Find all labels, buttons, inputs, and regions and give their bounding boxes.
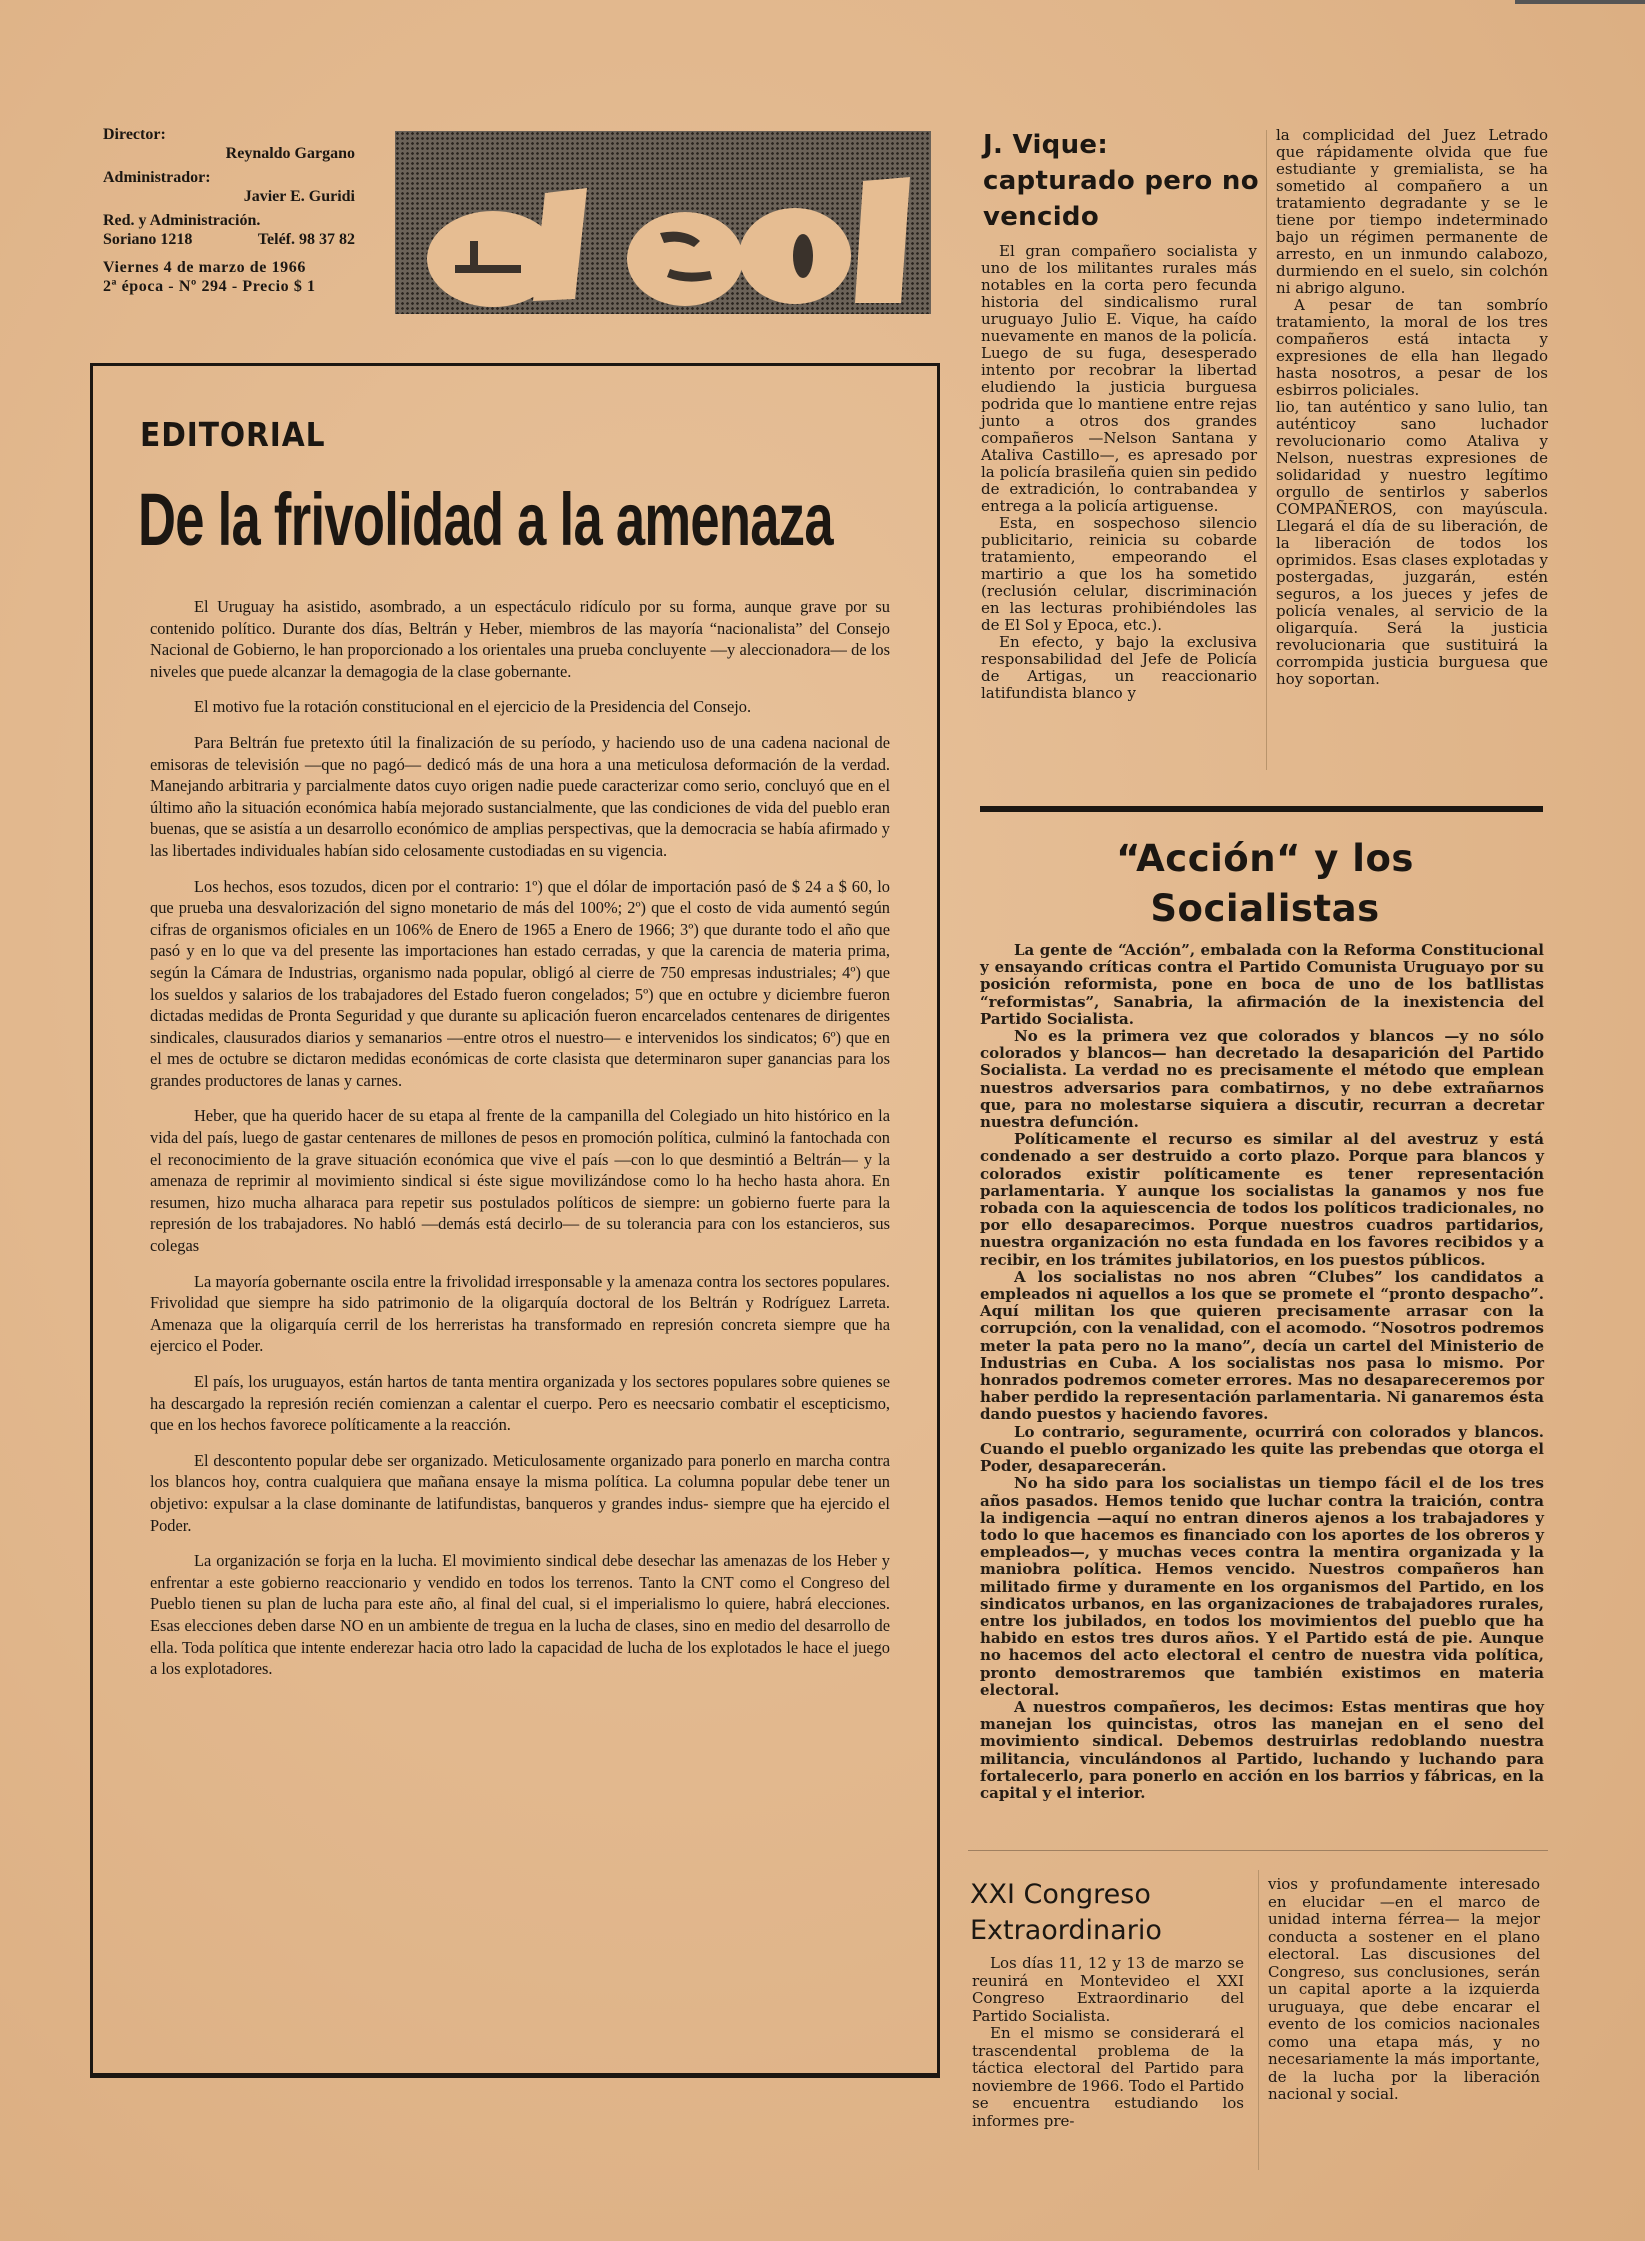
editorial-headline: De la frivolidad a la amenaza <box>138 478 833 561</box>
accion-paragraph: La gente de “Acción”, embalada con la Reforma Constitucional y ensayando críticas contra el Partido Comunista Uruguayo por su posición reformista, pone en boca de uno de los batllistas “reformistas”, Sanabria, la afirmación de la inexistencia del Partido Socialista. <box>980 941 1544 1028</box>
accion-paragraph: No es la primera vez que colorados y blancos —y no sólo colorados y blancos— han decretado la desaparición del Partido Socialista. La verdad no es precisamente el método que emplean nuestros adversarios para combatirnos, y no debe extrañarnos que, para no molestarse siquiera a discutir, recurran a decretar nuestra defunción. <box>980 1027 1544 1132</box>
accion-paragraph: A nuestros compañeros, les decimos: Estas mentiras que hoy manejan los quincistas, otros las manejan en el seno del movimiento sindical. Debemos destruirlas redoblando nuestra militancia, vinculándonos al Partido, luchando y luchando para fortalecerlo, para ponerlo en acción en los barrios y fábricas, en la capital y el interior. <box>980 1697 1544 1802</box>
editorial-paragraph: La organización se forja en la lucha. El movimiento sindical debe desechar las amenazas de los Heber y enfrentar a este gobierno reaccionario y vendido en todos los terrenos. Tanto la CNT como el Congreso del Pueblo tienen su plan de lucha para este año, al final del cual, si el imperialismo lo quiere, habrá elecciones. Esas elecciones deben darse NO en un ambiente de tregua en la lucha de clases, sino en medio del desarrollo de ella. Toda política que intente enderezar hacia otro lado la capacidad de lucha de los explotados le hace el juego a los explotadores. <box>150 1551 890 1679</box>
column-divider <box>1258 1870 1259 2170</box>
director-label: Director: <box>103 126 166 143</box>
editorial-paragraph: Para Beltrán fue pretexto útil la finalización de su período, y haciendo uso de una cadena nacional de emisoras de televisión —que no pagó— dedicó más de una hora a una meticulosa deformación de la verdad. Manejando arbitraria y parcialmente datos cuyo origen nadie puede caracterizar como serio, concluyó que en el último año la situación económica había mejorado sustancialmente, que las condiciones de vida del pueblo eran buenas, que se asistía a un desarrollo económico de amplias perspectivas, que la democracia se había afirmado y las libertades individuales habían sido celosamente custodiadas en su vigencia. <box>150 732 890 860</box>
address: Soriano 1218 <box>103 231 193 248</box>
congreso-paragraph: Los días 11, 12 y 13 de marzo se reunirá en Montevideo el XXI Congreso Extraordinario del Partido Socialista. <box>972 1954 1244 2025</box>
issue-date: Viernes 4 de marzo de 1966 <box>103 259 306 276</box>
editorial-paragraph: La mayoría gobernante oscila entre la frivolidad irresponsable y la amenaza contra los sectores populares. Frivolidad que siempre ha sido patrimonio de la oligarquía doctoral de los Beltrán y Rodríguez Larreta. Amenaza que la oligarquía cerril de los herreristas ha transformado en represión concreta siempre que ha ejercico el Poder. <box>150 1271 890 1356</box>
vique-column-2 <box>1276 127 1548 688</box>
accion-paragraph: A los socialistas no nos abren “Clubes” los candidatos a empleados ni aquellos a los que se promete el “pronto despacho”. Aquí militan los que quieren precisamente arrasar con la corrupción, con la venalidad, con el acomodo. “Nosotros podremos meter la pata pero no la mano”, decía un cartel del Ministerio de Industrias en Cuba. A los socialistas nos pasa lo mismo. Por honrados podremos cometer errores. Mas no desapareceremos por haber perdido la representación parlamentaria. Ni ganaremos ésta dando puestos y haciendo favores. <box>980 1267 1544 1424</box>
editorial-paragraph: El Uruguay ha asistido, asombrado, a un espectáculo ridículo por su forma, aunque grave por su contenido político. Durante dos días, Beltrán y Heber, miembros de las mayoría “nacionalista” del Consejo Nacional de Gobierno, le han proporcionado a los orientales una prueba concluyente —y aleccionadora— de los niveles que puede alcanzar la demagogia de la clase gobernante. <box>150 597 890 681</box>
vique-headline: J. Vique: capturado pero no vencido <box>983 130 1259 232</box>
column-divider <box>1266 130 1267 770</box>
administrator-name: Javier E. Guridi <box>243 188 355 205</box>
editorial-paragraph: El motivo fue la rotación constitucional en el ejercicio de la Presidencia del Consejo. <box>194 697 752 717</box>
vique-paragraph: El gran compañero socialista y uno de los militantes rurales más notables en la corta pero fecunda historia del sindicalismo rural uruguayo Julio E. Vique, ha caído nuevamente en manos de la policía. Luego de su fuga, desesperado intento por recobrar la libertad eludiendo la justicia burguesa podrida que lo mantiene entre rejas junto a otros dos grandes compañeros —Nelson Santana y Ataliva Castillo—, es apresado por la policía brasileña quien sin pedido de extradición, lo contrabandea y entrega a la policía artiguense. <box>981 242 1257 515</box>
office-label: Red. y Administración. <box>103 212 261 229</box>
accion-paragraph: Políticamente el recurso es similar al del avestruz y está condenado a ser destruido a corto plazo. Porque para blancos y colorados existir políticamente es tener representación parlamentaria. Y aunque los socialistas la ganamos y nos fue robada con la aquiescencia de todos los políticos tradicionales, no por ello desaparecimos. Porque nuestros cuadros partidarios, nuestra organización no esta fundada en los favores recibidos y a recibir, en los trámites jubilatorios, en los puestos públicos. <box>980 1130 1544 1269</box>
editorial-paragraph: Heber, que ha querido hacer de su etapa al frente de la campanilla del Colegiado un hito histórico en la vida del país, luego de gastar centenares de millones de pesos en promoción política, culminó la fantochada con el reconocimiento de la grave situación económica que vive el país —con lo que desmintió a Beltrán— y la amenaza de reprimir al movimiento sindical si éste sigue movilizándose como lo ha hecho hasta ahora. En resumen, hizo mucha alharaca para repetir sus postulados políticos de siempre: un gobierno fuerte para la represión de los trabajadores. No habló —demás está decirlo— de su tolerancia para con los estancieros, sus colegas <box>150 1106 890 1256</box>
congreso-column-1 <box>972 1955 1244 2130</box>
section-rule-thin <box>968 1850 1548 1851</box>
accion-paragraph: No ha sido para los socialistas un tiempo fácil el de los tres años pasados. Hemos tenido que luchar contra la traición, contra la indigencia —aquí no entran dineros ajenos a los trabajadores y todo lo que hacemos es financiado con los aportes de los obreros y empleados—, y muchas veces contra la mentira organizada y la maniobra política. Hemos vencido. Nuestros compañeros han militado firme y duramente en los organismos del Partido, en los sindicatos urbanos, en las organizaciones de trabajadores rurales, entre los jubilados, en todos los movimientos del pueblo que ha habido en estos tres duros años. Y el Partido está de pie. Aunque no hacemos del acto electoral el centro de nuestra vida política, pronto demostraremos que también existimos en materia electoral. <box>980 1474 1544 1699</box>
congreso-headline: XXI Congreso Extraordinario <box>970 1879 1162 1946</box>
congreso-paragraph: En el mismo se considerará el trascendental problema de la táctica electoral del Partido para noviembre de 1966. Todo el Partido se encuentra estudiando los informes pre- <box>972 2024 1244 2130</box>
director-name: Reynaldo Gargano <box>225 145 355 162</box>
section-rule <box>980 806 1543 812</box>
vique-paragraph: En efecto, y bajo la exclusiva responsabilidad del Jefe de Policía de Artigas, un reaccionario latifundista blanco y <box>981 633 1257 702</box>
masthead-info <box>103 125 355 296</box>
accion-paragraph: Lo contrario, seguramente, ocurrirá con colorados y blancos. Cuando el pueblo organizado les quite las prebendas que otorga el Poder, desaparecerán. <box>980 1422 1544 1476</box>
vique-column-1 <box>981 243 1257 702</box>
logo-lettering <box>395 131 931 314</box>
accion-body <box>980 942 1544 1802</box>
accion-headline: “Acción“ y los Socialistas <box>1116 837 1414 930</box>
vique-paragraph: lio, tan auténtico y sano lulio, tan auténticoy sano luchador revolucionario como Ataliva y Nelson, nuestras expresiones de solidaridad y nuestro legítimo orgullo de sentirlos y saberlos COMPAÑEROS, con mayúscula. Llegará el día de su liberación, de la liberación de todos los oprimidos. Esas clases explotadas y postergadas, juzgarán, estén seguros, a los jueces y jefes de policía venales, al servicio de la oligarquía. Será la justicia revolucionaria que sustituirá la corrompida justicia burguesa que hoy soportan. <box>1276 398 1548 688</box>
vique-paragraph: Esta, en sospechoso silencio publicitario, reinicia su cobarde tratamiento, empeorando el martirio a que los ha sometido (reclusión celular, discriminación en las lecturas prohibiéndoles las de El Sol y Epoca, etc.). <box>981 514 1257 634</box>
el-sol-logo <box>395 131 931 314</box>
vique-paragraph: la complicidad del Juez Letrado que rápidamente olvida que fue estudiante y gremialista, se ha sometido al compañero a un tratamiento degradante y se le tiene por tiempo indeterminado bajo un régimen permanente de arresto, en un inmundo calabozo, durmiendo en el suelo, sin colchón ni abrigo alguno. <box>1276 126 1548 297</box>
page-edge-shadow <box>1515 0 1645 4</box>
administrator-label: Administrador: <box>103 169 211 186</box>
phone: Teléf. 98 37 82 <box>257 231 355 248</box>
editorial-paragraph: El país, los uruguayos, están hartos de tanta mentira organizada y los sectores populares sobre quienes se ha descargado la represión recién comienzan a calentar el cuerpo. Pero es neecsario combatir el escepticismo, que en los hechos favorece políticamente a la reacción. <box>150 1372 890 1435</box>
editorial-paragraph: El descontento popular debe ser organizado. Meticulosamente organizado para ponerlo en marcha contra los blancos hoy, contra cualquiera que mañana ensaye la misma política. La columna popular debe tener un objetivo: expulsar a la clase dominante de latifundistas, banqueros y grandes indus- siempre que ha ejercido el Poder. <box>150 1450 890 1535</box>
congreso-paragraph: vios y profundamente interesado en elucidar —en el marco de unidad interna férrea— la mejor conducta a sostener en el plano electoral. Las discusiones del Congreso, sus conclusiones, serán un capital aporte a la izquierda uruguaya, que debe encarar el evento de los comicios nacionales como una etapa más, y no necesariamente la más importante, de la lucha por la liberación nacional y social. <box>1268 1875 1540 2103</box>
editorial-body <box>150 596 890 1694</box>
congreso-column-2 <box>1268 1876 1540 2104</box>
issue-edition: 2ª época - Nº 294 - Precio $ 1 <box>103 278 316 295</box>
editorial-paragraph: Los hechos, esos tozudos, dicen por el contrario: 1º) que el dólar de importación pasó de $ 24 a $ 60, lo que prueba una desvalorización del signo monetario de más del 100%; 2º) que el costo de vida aumentó según cifras de organismos oficiales en un 106% de Enero de 1965 a Enero de 1966; 3º) que durante todo el año que pasó y en lo que va del presente las importaciones han estado cerradas, y que la carencia de materia prima, según la Cámara de Industrias, organismo nada popular, obligó al cierre de 750 empresas industriales; 4º) que los sueldos y salarios de los trabajadores del Estado fueron congelados; 5º) que en octubre y diciembre fueron dictadas medidas de Pronta Seguridad y que durante su aplicación fueron encarcelados centenares de dirigentes sindicales, clausurados diarios y semanarios —entre otros el nuestro— e intervenidos los sindicatos; 6º) que en el mes de octubre se dictaron medidas económicas de corte clasista que determinaron super ganancias para los grandes productores de lanas y carnes. <box>150 876 890 1090</box>
editorial-kicker: EDITORIAL <box>140 415 326 454</box>
vique-paragraph: A pesar de tan sombrío tratamiento, la moral de los tres compañeros está intacta y expresiones de ella han llegado hasta nosotros, a pesar de los esbirros policiales. <box>1276 296 1548 399</box>
